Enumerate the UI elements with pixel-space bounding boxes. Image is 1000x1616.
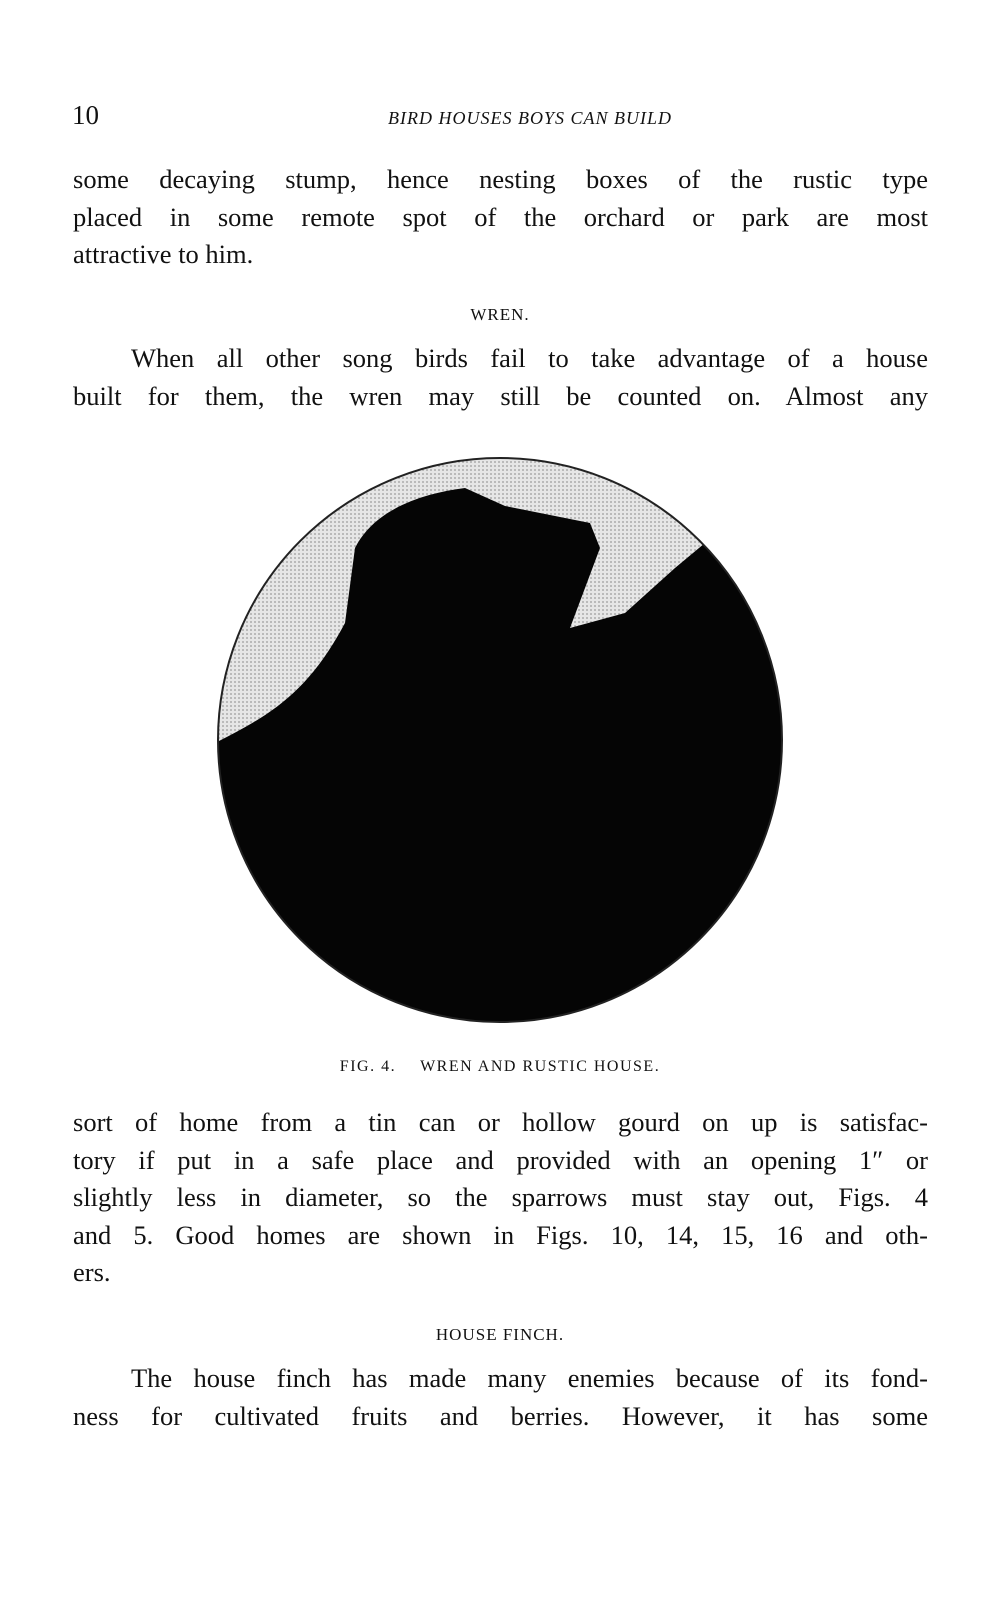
text-line: ers. <box>73 1257 111 1287</box>
running-title: BIRD HOUSES BOYS CAN BUILD <box>388 108 672 128</box>
text-line: and 5. Good homes are shown in Figs. 10, 14, 15, 16 and oth- <box>73 1219 928 1250</box>
figure-label: FIG. 4. <box>339 1058 397 1075</box>
figure-caption-text: WREN AND RUSTIC HOUSE. <box>420 1058 661 1075</box>
page-number: 10 <box>72 100 99 130</box>
text-line: placed in some remote spot of the orchard or park are most <box>73 201 928 232</box>
text-line: some decaying stump, hence nesting boxes of the rustic type <box>73 164 928 194</box>
text-line: slightly less in diameter, so the sparrows must stay out, Figs. 4 <box>73 1182 928 1212</box>
figure-caption <box>0 1058 1000 1076</box>
wren-rustic-house-photo <box>205 448 795 1038</box>
text-line: built for them, the wren may still be counted on. Almost any <box>73 380 928 411</box>
text-line: tory if put in a safe place and provided with an opening 1″ or <box>73 1144 928 1175</box>
section-heading-house-finch: HOUSE FINCH. <box>435 1325 565 1344</box>
text-line: When all other song birds fail to take advantage of a house <box>131 343 928 373</box>
paragraph-wren-continued <box>73 1104 928 1292</box>
text-line: sort of home from a tin can or hollow gourd on up is satisfac- <box>73 1107 928 1137</box>
paragraph-wren <box>73 340 928 415</box>
paragraph-house-finch <box>73 1360 928 1435</box>
paragraph-continued <box>73 161 928 274</box>
section-heading-wren: WREN. <box>470 305 530 324</box>
text-line: attractive to him. <box>73 239 254 269</box>
text-line: ness for cultivated fruits and berries. However, it has some <box>73 1400 928 1431</box>
text-line: The house finch has made many enemies because of its fond- <box>131 1363 928 1393</box>
